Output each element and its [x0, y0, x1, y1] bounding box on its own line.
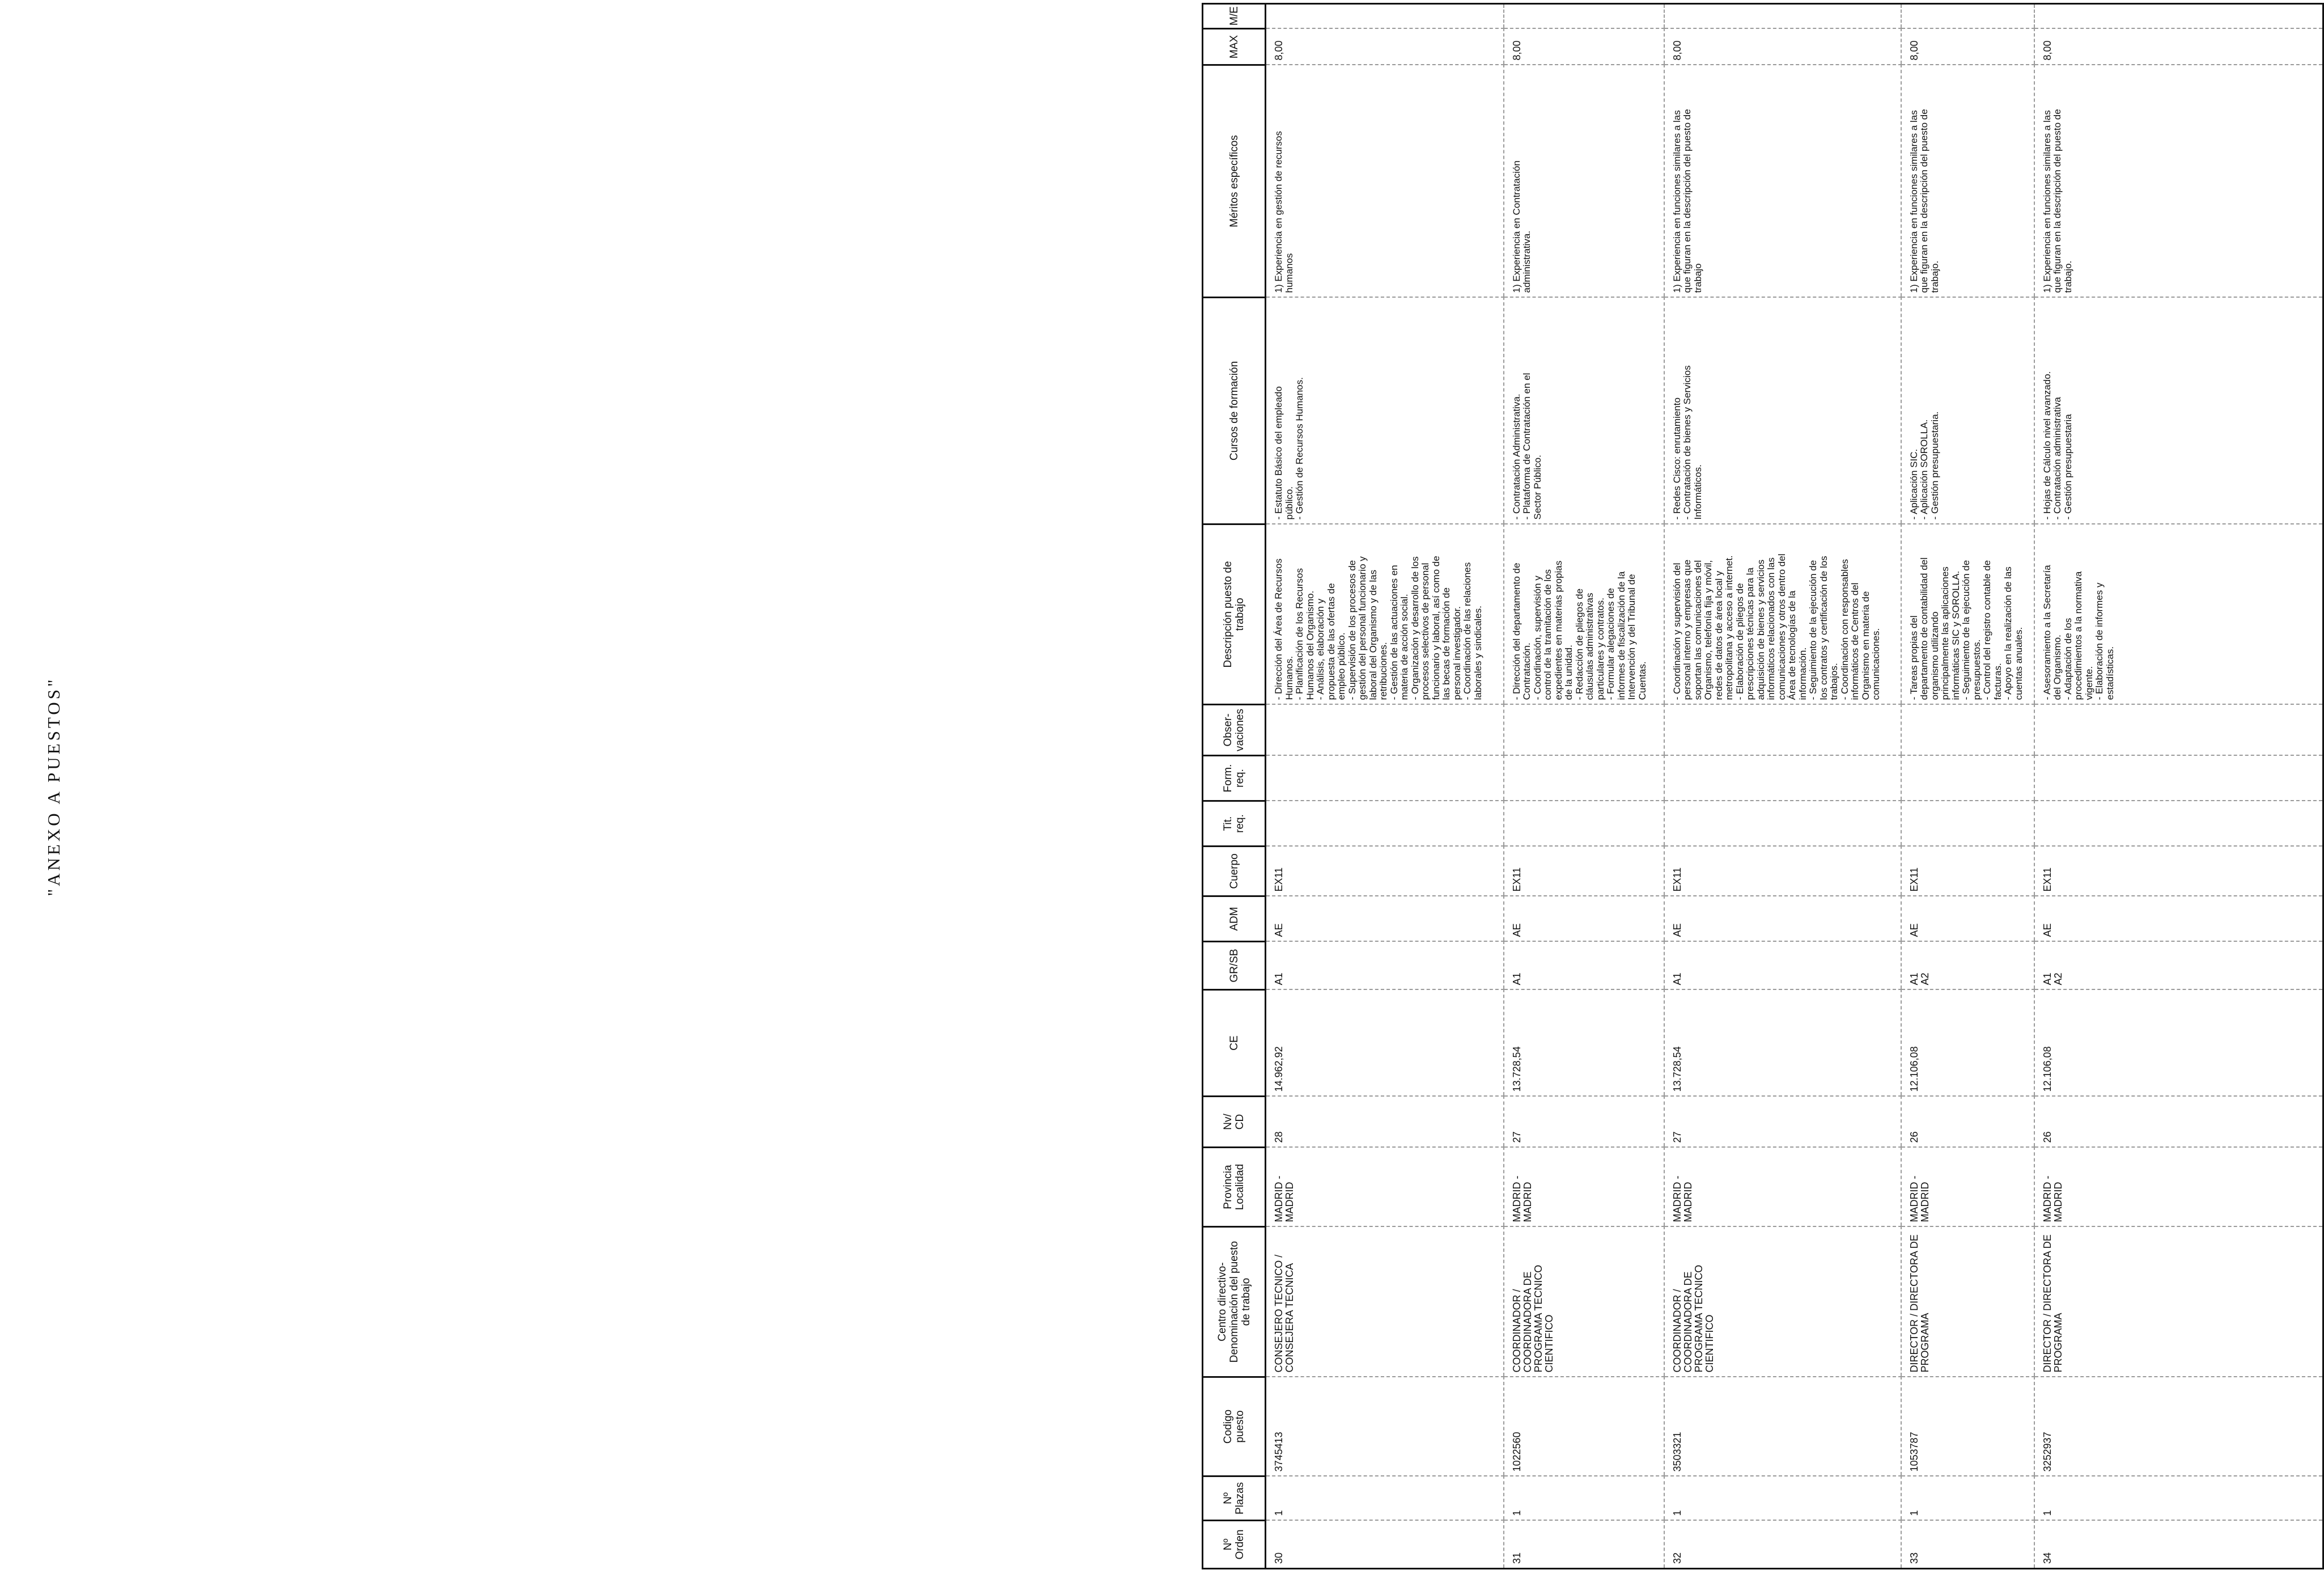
- cell-me: [1901, 4, 2034, 29]
- cell-cursos: - Hojas de Cálculo nivel avanzado. - Contratación administrativa - Gestión presupuestaria: [2034, 298, 2323, 524]
- cell-me: [1664, 4, 1901, 29]
- header-max: MAX: [1203, 29, 1266, 65]
- cell-me: [1504, 4, 1664, 29]
- table-row: [1901, 4, 2034, 1569]
- header-cuerpo: Cuerpo: [1203, 847, 1266, 896]
- cell-max: 8,00: [1664, 29, 1901, 65]
- cell-nivel: 26: [2034, 1097, 2323, 1148]
- cell-orden: 30: [1266, 1521, 1504, 1569]
- cell-orden: 31: [1504, 1521, 1664, 1569]
- cell-plazas: 1: [2034, 1476, 2323, 1521]
- cell-grupo: A1: [1504, 942, 1664, 990]
- cell-cursos: - Redes Cisco: enrutamiento - Contratación de bienes y Servicios Informáticos.: [1664, 298, 1901, 524]
- page-title: "ANEXO A PUESTOS": [44, 676, 63, 896]
- cell-meritos: 1) Experiencia en gestión de recursos humanos: [1266, 65, 1504, 298]
- cell-centro: DIRECTOR / DIRECTORA DE PROGRAMA: [2034, 1227, 2323, 1377]
- cell-ce: 12.106,08: [1901, 990, 2034, 1097]
- cell-plazas: 1: [1504, 1476, 1664, 1521]
- cell-orden: 32: [1664, 1521, 1901, 1569]
- cell-ce: 12.106,08: [2034, 990, 2323, 1097]
- cell-nivel: 28: [1266, 1097, 1504, 1148]
- cell-plazas: 1: [1266, 1476, 1504, 1521]
- cell-adm: AE: [2034, 896, 2323, 942]
- header-me: M/E: [1203, 4, 1266, 29]
- cell-codigo: 1022560: [1504, 1377, 1664, 1476]
- cell-grupo: A1 A2: [2034, 942, 2323, 990]
- header-nivel: Nv/ CD: [1203, 1097, 1266, 1148]
- header-descripcion: Descripción puesto de trabajo: [1203, 524, 1266, 705]
- cell-formacion: [1504, 756, 1664, 801]
- header-meritos: Méritos específicos: [1203, 65, 1266, 298]
- cell-plazas: 1: [1664, 1476, 1901, 1521]
- header-plazas: Nº Plazas: [1203, 1476, 1266, 1521]
- cell-titulacion: [1901, 801, 2034, 847]
- header-cursos: Cursos de formación: [1203, 298, 1266, 524]
- cell-ce: 13.728,54: [1664, 990, 1901, 1097]
- header-observaciones: Obser- vaciones: [1203, 705, 1266, 756]
- cell-adm: AE: [1664, 896, 1901, 942]
- cell-cursos: - Aplicación SIC. - Aplicación SOROLLA. - Gestión presupuestaria.: [1901, 298, 2034, 524]
- cell-nivel: 26: [1901, 1097, 2034, 1148]
- puestos-table: [1202, 3, 2324, 1569]
- cell-adm: AE: [1504, 896, 1664, 942]
- cell-meritos: 1) Experiencia en funciones similares a las que figuran en la descripción del puesto de trabajo.: [1901, 65, 2034, 298]
- cell-plazas: 1: [1901, 1476, 2034, 1521]
- cell-max: 8,00: [1901, 29, 2034, 65]
- cell-descripcion: - Dirección del Área de Recursos Humanos. - Planificación de los Recursos Humanos del Organismo. - Análisis, elaboración y propuesta de las ofertas de empleo público. - Supervisión de los procesos de gestión del personal funcionario y laboral del Organismo y de las retribuciones. - Gestión de las actuaciones en materia de acción social. - Organización y desarrollo de los procesos selectivos de personal funcionario y laboral, así como de las becas de formación de personal investigador. - Coordinación de las relaciones laborales y sindicales.: [1266, 524, 1504, 705]
- puestos-table-container: [1202, 5, 2324, 1569]
- cell-formacion: [1901, 756, 2034, 801]
- table-row: [1266, 4, 1504, 1569]
- cell-cuerpo: EX11: [1266, 847, 1504, 896]
- cell-descripcion: - Asesoramiento a la Secretaría del Organismo. - Adaptación de los procedimientos a la normativa vigente. - Elaboración de informes y estadísticas.: [2034, 524, 2323, 705]
- cell-observaciones: [1901, 705, 2034, 756]
- cell-cuerpo: EX11: [1664, 847, 1901, 896]
- header-grupo: GR/SB: [1203, 942, 1266, 990]
- cell-centro: COORDINADOR / COORDINADORA DE PROGRAMA TECNICO CIENTIFICO: [1664, 1227, 1901, 1377]
- cell-observaciones: [1266, 705, 1504, 756]
- cell-descripcion: - Dirección del departamento de Contratación. - Coordinación, supervisión y control de la tramitación de los expedientes en materias propias de la unidad. - Redacción de pliegos de cláusulas administrativas particulares y contratos. - Formular alegaciones de informes de fiscalización de la Intervención y del Tribunal de Cuentas.: [1504, 524, 1664, 705]
- cell-formacion: [1664, 756, 1901, 801]
- header-centro: Centro directivo- Denominación del puesto de trabajo: [1203, 1227, 1266, 1377]
- header-formacion: Form. req.: [1203, 756, 1266, 801]
- cell-meritos: 1) Experiencia en funciones similares a las que figuran en la descripción del puesto de trabajo: [1664, 65, 1901, 298]
- cell-codigo: 3503321: [1664, 1377, 1901, 1476]
- cell-provincia: MADRID - MADRID: [2034, 1148, 2323, 1227]
- cell-orden: 34: [2034, 1521, 2323, 1569]
- cell-max: 8,00: [2034, 29, 2323, 65]
- cell-adm: AE: [1266, 896, 1504, 942]
- cell-cuerpo: EX11: [2034, 847, 2323, 896]
- header-adm: ADM: [1203, 896, 1266, 942]
- header-row: [1203, 4, 1266, 1569]
- cell-provincia: MADRID - MADRID: [1664, 1148, 1901, 1227]
- cell-provincia: MADRID - MADRID: [1266, 1148, 1504, 1227]
- cell-titulacion: [1266, 801, 1504, 847]
- cell-descripcion: - Tareas propias del departamento de contabilidad del organismo utilizando principalmente las aplicaciones informáticas SIC y SOROLLA. - Seguimiento de la ejecución de presupuestos. - Control del registro contable de facturas. - Apoyo en la realización de las cuentas anuales.: [1901, 524, 2034, 705]
- cell-meritos: 1) Experiencia en funciones similares a las que figuran en la descripción del puesto de trabajo.: [2034, 65, 2323, 298]
- header-titulacion: Tit. req.: [1203, 801, 1266, 847]
- cell-formacion: [1266, 756, 1504, 801]
- table-row: [1504, 4, 1664, 1569]
- cell-cursos: - Estatuto Básico del empleado público. - Gestión de Recursos Humanos.: [1266, 298, 1504, 524]
- cell-centro: COORDINADOR / COORDINADORA DE PROGRAMA TECNICO CIENTIFICO: [1504, 1227, 1664, 1377]
- cell-ce: 14.962,92: [1266, 990, 1504, 1097]
- cell-titulacion: [1664, 801, 1901, 847]
- cell-meritos: 1) Experiencia en Contratación administrativa.: [1504, 65, 1664, 298]
- cell-observaciones: [2034, 705, 2323, 756]
- cell-cuerpo: EX11: [1901, 847, 2034, 896]
- cell-me: [1266, 4, 1504, 29]
- cell-nivel: 27: [1504, 1097, 1664, 1148]
- cell-centro: CONSEJERO TECNICO / CONSEJERA TECNICA: [1266, 1227, 1504, 1377]
- cell-max: 8,00: [1504, 29, 1664, 65]
- cell-descripcion: - Coordinación y supervisión del personal interno y empresas que soportan las comunicaciones del Organismo, telefonía fija y móvil, redes de datos de área local y metropolitana y acceso a internet. - Elaboración de pliegos de prescripciones técnicas para la adquisición de bienes y servicios informáticos relacionados con las comunicaciones y otros dentro del Área de tecnologías de la información. - Seguimiento de la ejecución de los contratos y certificación de los trabajos. - Coordinación con responsables informáticos de Centros del Organismo en materia de comunicaciones.: [1664, 524, 1901, 705]
- cell-grupo: A1: [1664, 942, 1901, 990]
- cell-grupo: A1: [1266, 942, 1504, 990]
- cell-adm: AE: [1901, 896, 2034, 942]
- header-orden: Nº Orden: [1203, 1521, 1266, 1569]
- cell-codigo: 3252937: [2034, 1377, 2323, 1476]
- cell-codigo: 1053787: [1901, 1377, 2034, 1476]
- cell-observaciones: [1664, 705, 1901, 756]
- cell-orden: 33: [1901, 1521, 2034, 1569]
- header-provincia: Provincia Localidad: [1203, 1148, 1266, 1227]
- cell-centro: DIRECTOR / DIRECTORA DE PROGRAMA: [1901, 1227, 2034, 1377]
- cell-titulacion: [2034, 801, 2323, 847]
- cell-provincia: MADRID - MADRID: [1504, 1148, 1664, 1227]
- cell-observaciones: [1504, 705, 1664, 756]
- cell-formacion: [2034, 756, 2323, 801]
- cell-ce: 13.728,54: [1504, 990, 1664, 1097]
- cell-me: [2034, 4, 2323, 29]
- cell-cursos: - Contratación Administrativa. - Plataforma de Contratación en el Sector Público.: [1504, 298, 1664, 524]
- cell-titulacion: [1504, 801, 1664, 847]
- table-row: [1664, 4, 1901, 1569]
- header-codigo: Codigo puesto: [1203, 1377, 1266, 1476]
- cell-provincia: MADRID - MADRID: [1901, 1148, 2034, 1227]
- cell-max: 8,00: [1266, 29, 1504, 65]
- cell-grupo: A1 A2: [1901, 942, 2034, 990]
- cell-codigo: 3745413: [1266, 1377, 1504, 1476]
- table-row: [2034, 4, 2323, 1569]
- cell-cuerpo: EX11: [1504, 847, 1664, 896]
- header-ce: CE: [1203, 990, 1266, 1097]
- cell-nivel: 27: [1664, 1097, 1901, 1148]
